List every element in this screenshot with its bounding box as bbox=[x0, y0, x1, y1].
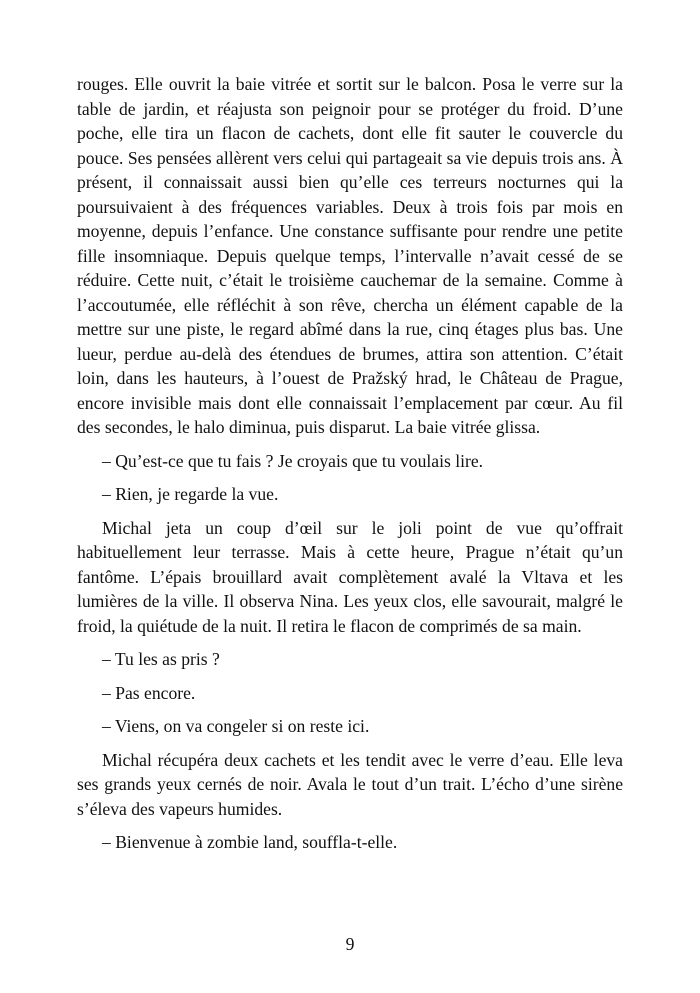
dialogue-line: – Qu’est-ce que tu fais ? Je croyais que tu voulais lire. bbox=[102, 450, 484, 471]
dialogue-line: – Tu les as pris ? bbox=[102, 649, 220, 669]
paragraph: Michal récupéra deux cachets et les tendit avec le verre d’eau. Elle leva ses grands yeux cernés de noir. Avala le tout d’un trait. L’écho d’une sirène s’éleva des vapeurs humides. bbox=[77, 749, 623, 819]
dialogue-line: – Pas encore. bbox=[102, 682, 196, 703]
dialogue-line: – Rien, je regarde la vue. bbox=[102, 484, 279, 504]
paragraph: rouges. Elle ouvrit la baie vitrée et sortit sur le balcon. Posa le verre sur la table de jardin, et réajusta son peignoir pour se protéger du froid. D’une poche, elle tira un flacon de cachets, dont elle fit sauter le couvercle du pouce. Ses pensées allèrent vers celui qui partageait sa vie depuis trois ans. À présent, il connaissait aussi bien qu’elle ces terreurs nocturnes qui la poursuivaient à des fréquences variables. Deux à trois fois par mois en moyenne, depuis l’enfance. Une constance suffisante pour rendre une petite fille insomniaque. Depuis quelque temps, l’intervalle n’avait cessé de se réduire. Cette nuit, c’était le troisième cauchemar de la semaine. Comme à l’accoutumée, elle réfléchit à son rêve, chercha un élément capable de la mettre sur une piste, le regard abîmé dans la rue, cinq étages plus bas. Une lueur, perdue au-delà des étendues de brumes, attira son attention. C’était loin, dans les hauteurs, à l’ouest de Pražský hrad, le Château de Prague, encore invisible mais dont elle connaissait l’emplacement par cœur. Au fil des secondes, le halo diminua, puis disparut. La baie vitrée glissa. bbox=[77, 74, 623, 437]
paragraph: Michal jeta un coup d’œil sur le joli point de vue qu’offrait habituellement leur terrasse. Mais à cette heure, Prague n’était qu’un fantôme. L’épais brouillard avait complètement avalé la Vltava et les lumières de la ville. Il observa Nina. Les yeux clos, elle savourait, malgré le froid, la quiétude de la nuit. Il retira le flacon de comprimés de sa main. bbox=[77, 517, 623, 636]
page-number: 9 bbox=[345, 934, 355, 954]
dialogue-line: – Viens, on va congeler si on reste ici. bbox=[102, 716, 370, 736]
body-text bbox=[77, 72, 623, 855]
dialogue-line: – Bienvenue à zombie land, souffla-t-elle. bbox=[102, 832, 398, 852]
